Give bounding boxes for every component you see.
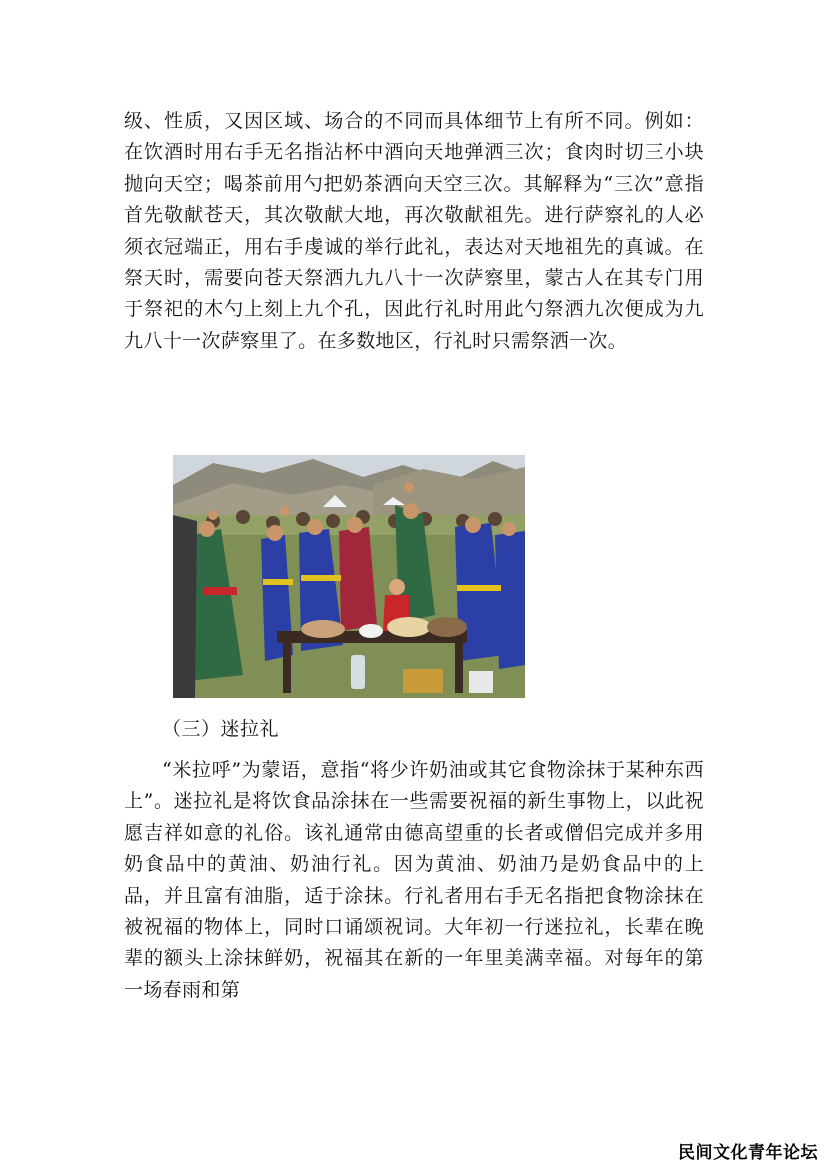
body-paragraph-2: “米拉呼”为蒙语，意指“将少许奶油或其它食物涂抹于某种东西上”。迷拉礼是将饮食品涂抹在一些需要祝福的新生事物上，以此祝愿吉祥如意的礼俗。该礼通常由德高望重的长者或僧侣完成并多用奶食品中的黄油、奶油行礼。因为黄油、奶油乃是奶食品中的上品，并且富有油脂，适于涂抹。行礼者用右手无名指把食物涂抹在被祝福的物体上，同时口诵颂祝词。大年初一行迷拉礼，长辈在晚辈的额头上涂抹鲜奶，祝福其在新的一年里美满幸福。对每年的第一场春雨和第 bbox=[124, 759, 704, 1001]
ceremony-photo-illustration bbox=[173, 455, 525, 698]
section-heading: （三）迷拉礼 bbox=[162, 718, 280, 740]
ceremony-photo bbox=[173, 455, 525, 698]
body-paragraph-1: 级、性质，又因区域、场合的不同而具体细节上有所不同。例如：在饮酒时用右手无名指沾杯中酒向天地弹洒三次；食肉时切三小块抛向天空；喝茶前用勺把奶茶洒向天空三次。其解释为“三次”意指首先敬献苍天，其次敬献大地，再次敬献祖先。进行萨察礼的人必须衣冠端正，用右手虔诚的举行此礼，表达对天地祖先的真诚。在祭天时，需要向苍天祭洒九九八十一次萨察里，蒙古人在其专门用于祭祀的木勺上刻上九个孔，因此行礼时用此勺祭洒九次便成为九九八十一次萨察里了。在多数地区，行礼时只需祭洒一次。 bbox=[124, 110, 704, 352]
footer-brand: 民间文化青年论坛 bbox=[678, 1143, 818, 1163]
